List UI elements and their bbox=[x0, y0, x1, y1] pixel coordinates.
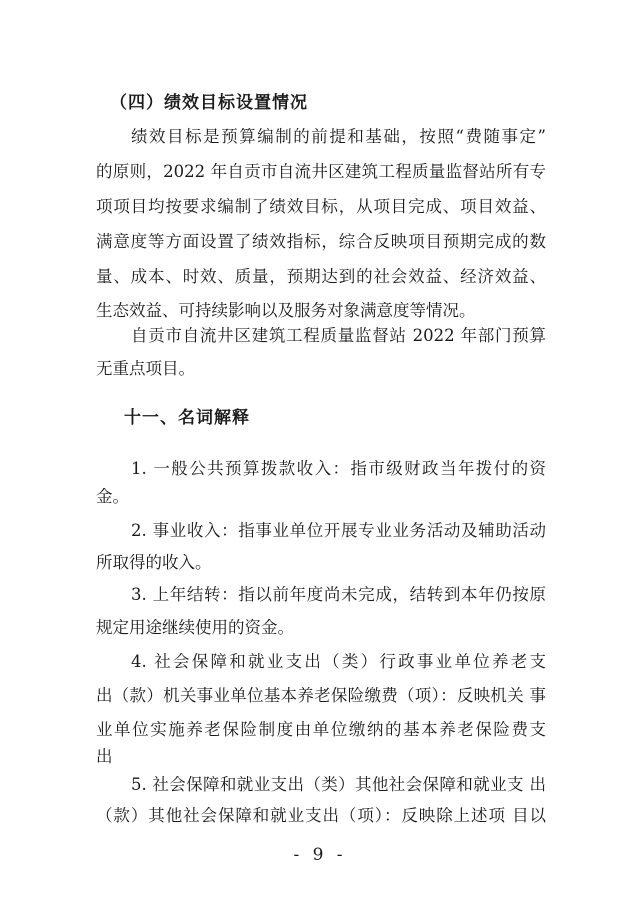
text-line: 5. 社会保障和就业支出（类）其他社会保障和就业支 出 bbox=[131, 775, 546, 794]
text-line: 1. 一般公共预算拨款收入：指市级财政当年拨付的资 bbox=[131, 459, 546, 478]
text-line: 生态效益、可持续影响以及服务对象满意度等情况。 bbox=[96, 301, 476, 320]
text-line: 项项目均按要求编制了绩效目标，从项目完成、项目效益、 bbox=[96, 197, 546, 216]
text-line: 所取得的收入。 bbox=[96, 553, 212, 572]
text-line: 2. 事业收入：指事业单位开展专业业务活动及辅助活动 bbox=[131, 521, 546, 540]
text-line: 规定用途继续使用的资金。 bbox=[96, 618, 294, 637]
text-line: 3. 上年结转：指以前年度尚未完成，结转到本年仍按原 bbox=[131, 585, 546, 604]
text-line: 出 bbox=[96, 747, 113, 766]
page-number: - 9 - bbox=[293, 845, 347, 865]
text-line: 的原则，2022 年自贡市自流井区建筑工程质量监督站所有专 bbox=[96, 162, 546, 181]
text-line: 无重点项目。 bbox=[96, 359, 195, 378]
text-line: 金。 bbox=[96, 487, 129, 506]
text-line: 绩效目标是预算编制的前提和基础，按照“费随事定” bbox=[131, 127, 546, 146]
section-heading-glossary: 十一、名词解释 bbox=[124, 408, 250, 428]
text-line: 自贡市自流井区建筑工程质量监督站 2022 年部门预算 bbox=[131, 326, 546, 345]
text-line: 业单位实施养老保险制度由单位缴纳的基本养老保险费支 bbox=[96, 720, 546, 739]
text-line: （款）其他社会保障和就业支出（项）：反映除上述项 目以 bbox=[96, 806, 546, 825]
text-line: 满意度等方面设置了绩效指标，综合反映项目预期完成的数 bbox=[96, 232, 546, 251]
text-line: 4. 社会保障和就业支出（类）行政事业单位养老支 bbox=[131, 652, 546, 671]
section-heading-performance-goals: （四）绩效目标设置情况 bbox=[110, 93, 308, 113]
text-line: 出（款）机关事业单位基本养老保险缴费（项）：反映机关 事 bbox=[96, 686, 546, 705]
text-line: 量、成本、时效、质量，预期达到的社会效益、经济效益、 bbox=[96, 267, 546, 286]
